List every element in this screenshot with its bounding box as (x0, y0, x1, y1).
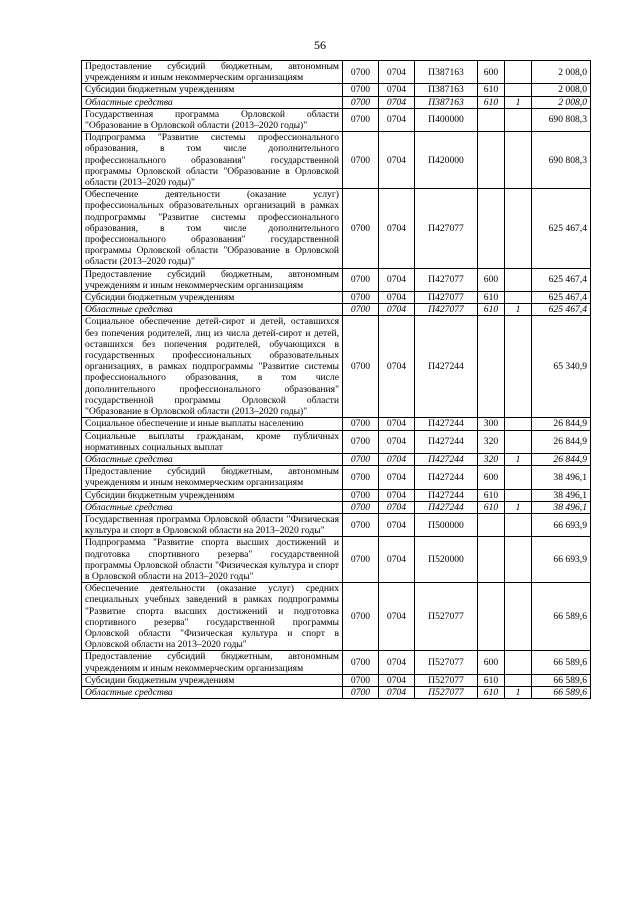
section-code: 0700 (343, 304, 379, 316)
subsection-code: 0704 (379, 583, 415, 651)
subsection-code: 0704 (379, 316, 415, 418)
subsection-code: 0704 (379, 489, 415, 501)
funding-source-code (505, 108, 532, 131)
amount: 2 008,0 (532, 61, 591, 84)
funding-source-code: 1 (505, 501, 532, 513)
section-code: 0700 (343, 501, 379, 513)
amount: 66 693,9 (532, 513, 591, 536)
subsection-code: 0704 (379, 453, 415, 465)
section-code: 0700 (343, 430, 379, 453)
row-name: Государственная программа Орловской области "Образование в Орловской области (2013–2020 годы)" (82, 108, 343, 131)
amount: 2 008,0 (532, 96, 591, 108)
table-row (82, 96, 591, 108)
target-article-code: П527077 (415, 674, 478, 686)
subsection-code: 0704 (379, 466, 415, 489)
target-article-code: П427244 (415, 466, 478, 489)
subsection-code: 0704 (379, 686, 415, 698)
funding-source-code (505, 466, 532, 489)
funding-source-code (505, 651, 532, 674)
amount: 690 808,3 (532, 132, 591, 189)
row-name: Областные средства (82, 686, 343, 698)
target-article-code: П520000 (415, 537, 478, 583)
section-code: 0700 (343, 292, 379, 304)
target-article-code: П387163 (415, 96, 478, 108)
target-article-code: П400000 (415, 108, 478, 131)
target-article-code: П427077 (415, 304, 478, 316)
target-article-code: П427077 (415, 189, 478, 268)
funding-source-code (505, 583, 532, 651)
target-article-code: П427244 (415, 501, 478, 513)
table-row (82, 61, 591, 84)
row-name: Подпрограмма "Развитие спорта высших достижений и подготовка спортивного резерва" государственной программы Орловской области "Физическая культура и спорт в Орловской области на 2013–2020 годы" (82, 537, 343, 583)
section-code: 0700 (343, 686, 379, 698)
amount: 66 589,6 (532, 674, 591, 686)
row-name: Социальное обеспечение детей-сирот и детей, оставшихся без попечения родителей, лиц из числа детей-сирот и детей, оставшихся без попечения родителей, обучающихся в государственных профессиональных образовательных организациях, в рамках подпрограммы "Развитие системы профессионального образования, в том числе дополнительного профессионального образования" государственной программы Орловской области "Образование в Орловской области (2013–2020 годы)" (82, 316, 343, 418)
row-name: Областные средства (82, 304, 343, 316)
expense-type-code (478, 108, 505, 131)
amount: 26 844,9 (532, 418, 591, 430)
funding-source-code: 1 (505, 686, 532, 698)
table-row (82, 430, 591, 453)
table-row (82, 316, 591, 418)
table-row (82, 674, 591, 686)
subsection-code: 0704 (379, 132, 415, 189)
expense-type-code: 600 (478, 466, 505, 489)
target-article-code: П427244 (415, 489, 478, 501)
section-code: 0700 (343, 489, 379, 501)
funding-source-code (505, 537, 532, 583)
subsection-code: 0704 (379, 108, 415, 131)
funding-source-code (505, 292, 532, 304)
expense-type-code: 610 (478, 686, 505, 698)
section-code: 0700 (343, 132, 379, 189)
table-row (82, 418, 591, 430)
table-row (82, 489, 591, 501)
subsection-code: 0704 (379, 304, 415, 316)
budget-table-body (82, 61, 591, 699)
expense-type-code: 600 (478, 61, 505, 84)
amount: 690 808,3 (532, 108, 591, 131)
expense-type-code: 610 (478, 489, 505, 501)
amount: 38 496,1 (532, 501, 591, 513)
table-row (82, 304, 591, 316)
amount: 38 496,1 (532, 489, 591, 501)
section-code: 0700 (343, 268, 379, 291)
funding-source-code (505, 61, 532, 84)
amount: 65 340,9 (532, 316, 591, 418)
table-row (82, 501, 591, 513)
row-name: Социальное обеспечение и иные выплаты населению (82, 418, 343, 430)
table-row (82, 466, 591, 489)
row-name: Субсидии бюджетным учреждениям (82, 84, 343, 96)
amount: 2 008,0 (532, 84, 591, 96)
subsection-code: 0704 (379, 292, 415, 304)
row-name: Обеспечение деятельности (оказание услуг) средних специальных учебных заведений в рамках подпрограммы "Развитие спорта высших достижений и подготовка спортивного резерва" государственной программы Орловской области "Физическая культура и спорт в Орловской области на 2013–2020 годы" (82, 583, 343, 651)
row-name: Областные средства (82, 501, 343, 513)
table-row (82, 537, 591, 583)
target-article-code: П527077 (415, 583, 478, 651)
row-name: Субсидии бюджетным учреждениям (82, 292, 343, 304)
amount: 66 589,6 (532, 583, 591, 651)
subsection-code: 0704 (379, 430, 415, 453)
amount: 26 844,9 (532, 453, 591, 465)
target-article-code: П427077 (415, 268, 478, 291)
subsection-code: 0704 (379, 61, 415, 84)
target-article-code: П387163 (415, 84, 478, 96)
row-name: Субсидии бюджетным учреждениям (82, 674, 343, 686)
subsection-code: 0704 (379, 268, 415, 291)
expense-type-code: 300 (478, 418, 505, 430)
target-article-code: П427244 (415, 316, 478, 418)
subsection-code: 0704 (379, 96, 415, 108)
funding-source-code: 1 (505, 453, 532, 465)
table-row (82, 686, 591, 698)
expense-type-code (478, 132, 505, 189)
funding-source-code (505, 268, 532, 291)
funding-source-code (505, 430, 532, 453)
row-name: Государственная программа Орловской области "Физическая культура и спорт в Орловской области на 2013–2020 годы" (82, 513, 343, 536)
row-name: Предоставление субсидий бюджетным, автономным учреждениям и иным некоммерческим организациям (82, 268, 343, 291)
expense-type-code: 600 (478, 651, 505, 674)
page-number: 56 (314, 38, 326, 52)
amount: 26 844,9 (532, 430, 591, 453)
target-article-code: П387163 (415, 61, 478, 84)
funding-source-code (505, 132, 532, 189)
target-article-code: П427244 (415, 430, 478, 453)
funding-source-code (505, 674, 532, 686)
amount: 625 467,4 (532, 268, 591, 291)
table-row (82, 651, 591, 674)
expense-type-code: 610 (478, 304, 505, 316)
expense-type-code (478, 583, 505, 651)
funding-source-code (505, 513, 532, 536)
amount: 625 467,4 (532, 304, 591, 316)
subsection-code: 0704 (379, 537, 415, 583)
table-row (82, 189, 591, 268)
section-code: 0700 (343, 466, 379, 489)
section-code: 0700 (343, 583, 379, 651)
amount: 66 693,9 (532, 537, 591, 583)
section-code: 0700 (343, 108, 379, 131)
section-code: 0700 (343, 96, 379, 108)
expense-type-code: 320 (478, 453, 505, 465)
section-code: 0700 (343, 651, 379, 674)
expense-type-code (478, 513, 505, 536)
table-row (82, 292, 591, 304)
expense-type-code (478, 537, 505, 583)
row-name: Субсидии бюджетным учреждениям (82, 489, 343, 501)
expense-type-code (478, 189, 505, 268)
budget-table (81, 60, 591, 699)
table-row (82, 132, 591, 189)
expense-type-code: 610 (478, 674, 505, 686)
expense-type-code: 600 (478, 268, 505, 291)
section-code: 0700 (343, 537, 379, 583)
row-name: Предоставление субсидий бюджетным, автономным учреждениям и иным некоммерческим организациям (82, 651, 343, 674)
expense-type-code: 610 (478, 501, 505, 513)
table-row (82, 108, 591, 131)
amount: 38 496,1 (532, 466, 591, 489)
section-code: 0700 (343, 513, 379, 536)
section-code: 0700 (343, 316, 379, 418)
subsection-code: 0704 (379, 674, 415, 686)
funding-source-code (505, 489, 532, 501)
row-name: Предоставление субсидий бюджетным, автономным учреждениям и иным некоммерческим организациям (82, 466, 343, 489)
funding-source-code: 1 (505, 96, 532, 108)
target-article-code: П527077 (415, 686, 478, 698)
funding-source-code (505, 84, 532, 96)
subsection-code: 0704 (379, 513, 415, 536)
amount: 66 589,6 (532, 651, 591, 674)
target-article-code: П427244 (415, 453, 478, 465)
row-name: Социальные выплаты гражданам, кроме публичных нормативных социальных выплат (82, 430, 343, 453)
expense-type-code: 610 (478, 84, 505, 96)
target-article-code: П427077 (415, 292, 478, 304)
row-name: Областные средства (82, 453, 343, 465)
section-code: 0700 (343, 418, 379, 430)
row-name: Предоставление субсидий бюджетным, автономным учреждениям и иным некоммерческим организациям (82, 61, 343, 84)
target-article-code: П500000 (415, 513, 478, 536)
row-name: Областные средства (82, 96, 343, 108)
section-code: 0700 (343, 61, 379, 84)
table-row (82, 84, 591, 96)
expense-type-code: 610 (478, 292, 505, 304)
table-row (82, 583, 591, 651)
section-code: 0700 (343, 189, 379, 268)
expense-type-code: 320 (478, 430, 505, 453)
funding-source-code: 1 (505, 304, 532, 316)
amount: 66 589,6 (532, 686, 591, 698)
subsection-code: 0704 (379, 651, 415, 674)
table-row (82, 268, 591, 291)
section-code: 0700 (343, 84, 379, 96)
funding-source-code (505, 189, 532, 268)
amount: 625 467,4 (532, 189, 591, 268)
section-code: 0700 (343, 674, 379, 686)
expense-type-code: 610 (478, 96, 505, 108)
expense-type-code (478, 316, 505, 418)
funding-source-code (505, 418, 532, 430)
subsection-code: 0704 (379, 418, 415, 430)
table-row (82, 513, 591, 536)
target-article-code: П527077 (415, 651, 478, 674)
funding-source-code (505, 316, 532, 418)
row-name: Подпрограмма "Развитие системы профессионального образования, в том числе дополнительного профессионального образования" государственной программы Орловской области "Образование в Орловской области (2013–2020 годы)" (82, 132, 343, 189)
row-name: Обеспечение деятельности (оказание услуг) профессиональных образовательных организаций в рамках подпрограммы "Развитие системы профессионального образования, в том числе дополнительного профессионального образования" государственной программы Орловской области "Образование в Орловской области (2013–2020 годы)" (82, 189, 343, 268)
table-row (82, 453, 591, 465)
amount: 625 467,4 (532, 292, 591, 304)
target-article-code: П427244 (415, 418, 478, 430)
subsection-code: 0704 (379, 84, 415, 96)
target-article-code: П420000 (415, 132, 478, 189)
subsection-code: 0704 (379, 189, 415, 268)
subsection-code: 0704 (379, 501, 415, 513)
section-code: 0700 (343, 453, 379, 465)
